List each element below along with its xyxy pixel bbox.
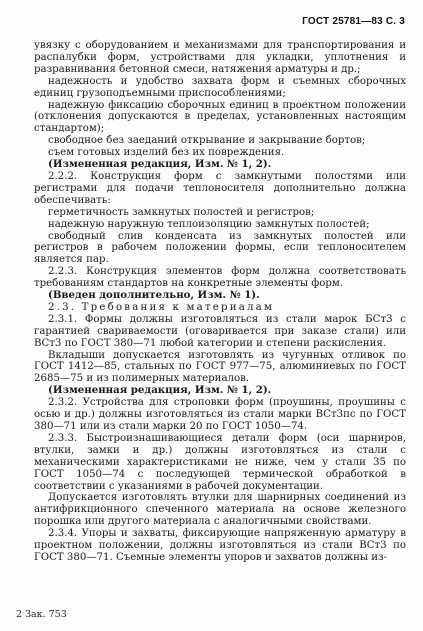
- paragraph: 2.3.4. Упоры и захваты, фиксирующие напряженную арматуру в проектном положении, должны изготовляться из стали ВСт3 по ГОСТ 380—71. Съемные элементы упоров и захватов должны из-: [34, 528, 406, 563]
- paragraph: 2.2.2. Конструкция форм с замкнутыми полостями или регистрами для подачи теплоносителя дополнительно должна обеспечивать:: [34, 170, 406, 206]
- paragraph: надежную наружную теплоизоляцию замкнутых полостей;: [48, 218, 370, 230]
- paragraph: свободный слив конденсата из замкнутых полостей или регистров в рабочем положении формы, если теплоносителем является пар.: [34, 230, 406, 266]
- paragraph: (Измененная редакция, Изм. № 1, 2).: [48, 384, 272, 397]
- paragraph: 2.3. Требования к материалам: [48, 301, 275, 313]
- paragraph: свободное без заеданий открывание и закрывание бортов;: [48, 135, 366, 147]
- paragraph: 2.3.3. Быстроизнашивающиеся детали форм (оси шарниров, втулки, замки и др.) должны изготовляться из стали с механическими характеристиками не ниже, чем у стали 35 по ГОСТ 1050—74 с последующей термической обработкой в соответствии с указаниями в рабочей документации.: [34, 432, 406, 492]
- paragraph: увязку с оборудованием и механизмами для транспортирования и распалубки форм, устройствами для укладки, уплотнения и разравнивания бетонной смеси, натяжения арматуры и др.;: [34, 40, 406, 75]
- paragraph: надежную фиксацию сборочных единиц в проектном положении (отклонения допускаются в пределах, установленных настоящим стандартом);: [34, 99, 406, 135]
- paragraph: Вкладыши допускается изготовлять из чугунных отливок по ГОСТ 1412—85, стальных по ГОСТ 977—75, алюминиевых по ГОСТ 2685—75 и из полимерных материалов.: [34, 349, 406, 385]
- paragraph: надежность и удобство захвата форм и съемных сборочных единиц грузоподъемными приспособлениями;: [34, 75, 406, 99]
- paragraph: 2.3.1. Формы должны изготовляться из стали марок БСт3 с гарантией свариваемости (оговаривается при заказе стали) или ВСт3 по ГОСТ 380—71 любой категории и степени раскисления.: [34, 313, 406, 349]
- paragraph: съем готовых изделий без их повреждения.: [48, 147, 285, 159]
- paragraph: герметичность замкнутых полостей и регистров;: [48, 206, 315, 218]
- paragraph: 2.3.2. Устройства для строповки форм (проушины, проушины с осью и др.) должны изготовляться из стали марки ВСт3пс по ГОСТ 380—71 или из стали марки 20 по ГОСТ 1050—74.: [34, 397, 406, 432]
- paragraph: (Измененная редакция, Изм. № 1, 2).: [48, 158, 272, 171]
- paragraph: Допускается изготовлять втулки для шарнирных соединений из антифрикционного спеченного материала на основе железного порошка или другого материала с аналогичными свойствами.: [34, 492, 406, 528]
- document-body: [34, 40, 406, 564]
- paragraph: 2.2.3. Конструкция элементов форм должна соответствовать требованиям стандартов на конкретные элементы форм.: [34, 266, 406, 290]
- page-header: ГОСТ 25781—83 С. 3: [302, 16, 405, 27]
- page-footer: 2 Зак. 753: [16, 609, 67, 621]
- paragraph: (Введен дополнительно, Изм. № 1).: [48, 289, 260, 302]
